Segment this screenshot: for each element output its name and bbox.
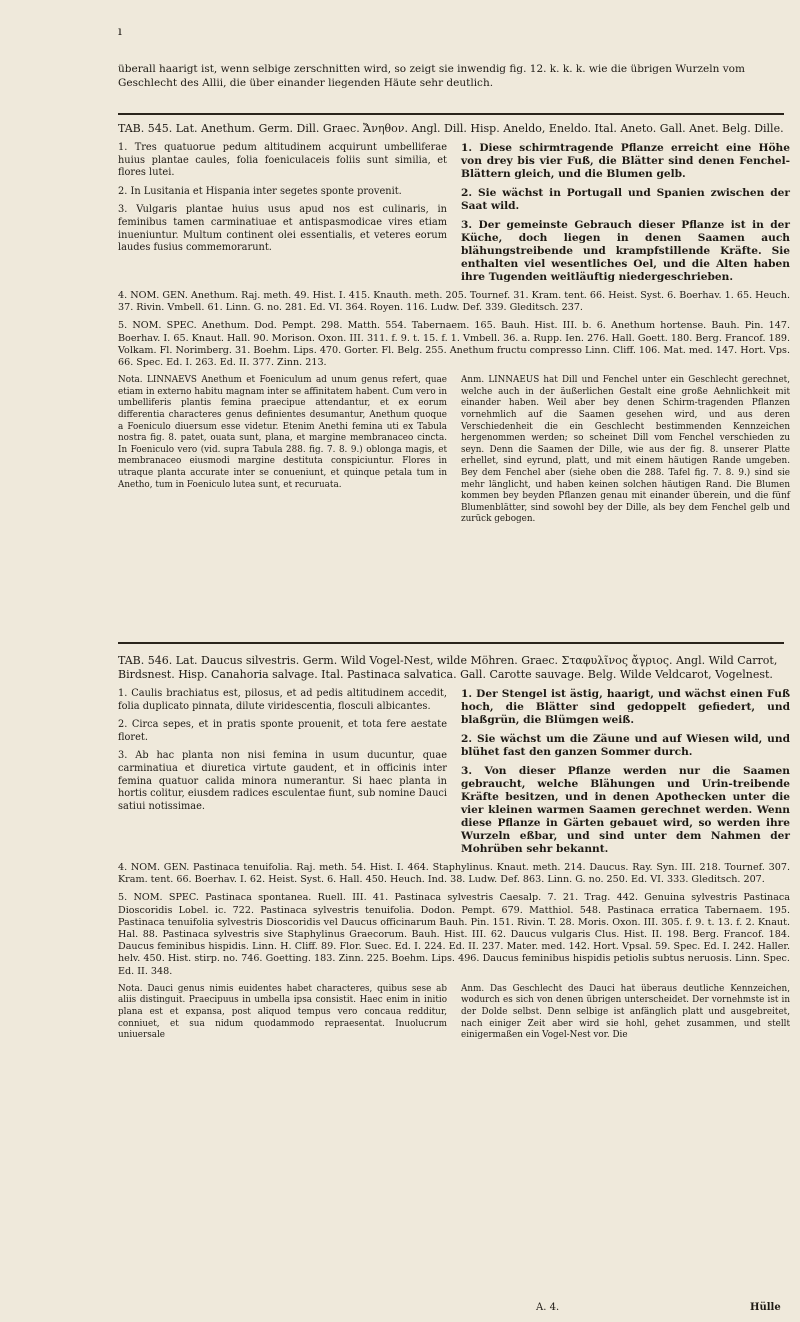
tab-546-ger-2: 2. Sie wächst um die Zäune und auf Wiesen wild, und blühet fast den ganzen Sommer durch. — [461, 733, 790, 758]
tab-546-latin — [118, 688, 447, 862]
divider-middle — [118, 642, 784, 644]
tab-545-ger-3: 3. Der gemeinste Gebrauch dieser Pflanze ist in der Küche, doch liegen in denen Saamen auch blähungstreibende und krampfstillende Kräfte. Sie enthalten viel wesentliches Oel, und die Alten haben ihre Tugenden weitläuftig niedergeschrieben. — [461, 219, 790, 283]
section-tab-546 — [118, 654, 790, 1048]
tab-545-lat-3: 3. Vulgaris plantae huius usus apud nos est culinaris, in feminibus tamen carminatiuae et antispasmodicae vires etiam inueniuntur. Multum continent olei essentialis, et veteres eorum laudes fusius commemorarunt. — [118, 204, 447, 254]
top-note: überall haarigt ist, wenn selbige zerschnitten wird, so zeigt sie inwendig fig. 12. k. k. k. wie die übrigen Wurzeln vom Geschlecht des Allii, die über einander liegenden Häute sehr deutlich. — [118, 63, 745, 89]
tab-546-nom-gen: 4. NOM. GEN. Pastinaca tenuifolia. Raj. meth. 54. Hist. I. 464. Staphylinus. Knaut. meth. 214. Daucus. Ray. Syn. III. 218. Tournef. 307. Kram. tent. 66. Boerhav. I. 62. Heist. Syst. 6. Hall. 450. Heuch. Ind. 38. Ludw. Def. 863. Linn. G. no. 250. Ed. VI. 333. Gleditsch. 207. — [118, 862, 790, 886]
corner-mark: ı — [118, 24, 122, 38]
tab-545-lat-1: 1. Tres quatuorue pedum altitudinem acquirunt umbelliferae huius plantae caules, folia foeniculaceis foliis sunt similia, et flores lutei. — [118, 142, 447, 179]
tab-546-lat-2: 2. Circa sepes, et in pratis sponte prouenit, et tota fere aestate floret. — [118, 719, 447, 743]
tab-546-heading: TAB. 546. Lat. Daucus silvestris. Germ. Wild Vogel-Nest, wilde Möhren. Graec. Σταφυλῖνος ἄγριος. Angl. Wild Carrot, Birdsnest. Hisp. Canahoria salvage. Ital. Pastinaca salvatica. Gall. Carotte sauvage. Belg. Wilde Veldcarot, Vogelnest. — [118, 654, 778, 681]
catchword: Hülle — [750, 1302, 781, 1313]
tab-545-german — [461, 142, 790, 290]
tab-546-lat-3: 3. Ab hac planta non nisi femina in usum ducuntur, quae carminatiua et diuretica virtute gaudent, et in officinis inter femina quatuor calida minora numerantur. Si haec planta in hortis colitur, eiusdem radices esculentae fiunt, sub nomine Dauci satiui notissimae. — [118, 750, 448, 812]
tab-546-nota-latin: Nota. Dauci genus nimis euidentes habet characteres, quibus sese ab aliis distinguit. Praecipuus in umbella ipsa consistit. Haec enim in initio plana est et expansa, post aliquod tempus vero concaua redditur, conniuet, et sua nidum quodammodo repraesentat. Inuolucrum uniuersale — [118, 983, 447, 1041]
tab-546-ger-3: 3. Von dieser Pflanze werden nur die Saamen gebraucht, welche Blähungen und Urin-treibende Kräfte besitzen, und in denen Apothecken unter die vier kleinen warmen Saamen gerechnet werden. Wenn diese Pflanze in Gärten gebauet wird, so werden ihre Wurzeln eßbar, und sind unter dem Nahmen der Mohrüben sehr bekannt. — [461, 765, 790, 855]
tab-546-nom-spec: 5. NOM. SPEC. Pastinaca spontanea. Ruell. III. 41. Pastinaca sylvestris Caesalp. 7. 21. Trag. 442. Genuina sylvestris Pastinaca Dioscoridis Lobel. ic. 722. Pastinaca sylvestris tenuifolia. Dodon. Pempt. 679. Matthiol. 548. Pastinaca erratica Tabernaem. 195. Pastinaca tenuifolia sylvestris Dioscoridis vel Daucus officinarum Bauh. Pin. 151. Rivin. T. 28. Moris. Oxon. III. 305. f. 9. t. 13. f. 2. Knaut. Hal. 88. Pastinaca sylvestris sive Staphylinus Graecorum. Bauh. Hist. III. 62. Daucus vulgaris Clus. Hist. II. 198. Berg. Francof. 184. Daucus feminibus hispidis. Linn. H. Cliff. 89. Flor. Suec. Ed. I. 224. Ed. II. 237. Mater. med. 142. Hort. Vpsal. 59. Spec. Ed. I. 242. Haller. helv. 450. Hist. stirp. no. 746. Goetting. 183. Zinn. 225. Boehm. Lips. 496. Daucus feminibus hispidis petiolis subtus neruosis. Linn. Spec. Ed. II. 348. — [118, 892, 790, 977]
tab-545-ger-2: 2. Sie wächst in Portugall und Spanien zwischen der Saat wild. — [461, 187, 790, 212]
tab-545-nom-gen: 4. NOM. GEN. Anethum. Raj. meth. 49. Hist. I. 415. Knauth. meth. 205. Tournef. 31. Kram. tent. 66. Heist. Syst. 6. Boerhav. 1. 65. Heuch. 37. Rivin. Vmbell. 61. Linn. G. no. 281. Ed. VI. 364. Royen. 116. Ludw. Def. 339. Gleditsch. 237. — [118, 290, 790, 314]
tab-545-ger-1: 1. Diese schirmtragende Pflanze erreicht eine Höhe von drey bis vier Fuß, die Blätter sind denen Fenchel-Blättern gleich, und die Blumen gelb. — [461, 142, 790, 180]
tab-545-latin — [118, 142, 447, 290]
tab-545-lat-2: 2. In Lusitania et Hispania inter segetes sponte provenit. — [118, 185, 402, 197]
tab-545-nota-latin: Nota. LINNAEVS Anethum et Foeniculum ad unum genus refert, quae etiam in externo habitu magnam inter se affinitatem habent. Cum vero in umbelliferis plantis femina praecipue attendantur, et ex eorum differentia characteres genus definientes desumantur, Anethum quoque a Foeniculo diuersum esse videtur. Etenim Anethi femina uti ex Tabula nostra fig. 8. patet, ouata sunt, plana, et margine membranaceo cincta. In Foeniculo vero (vid. supra Tabula 288. fig. 7. 8. 9.) oblonga magis, et membranaceo eiusmodi margine destituta conspiciuntur. Flores in utraque planta accurate inter se conueniunt, et quinque petala tum in Anetho, tum in Foeniculo lutea sunt, et recuruata. — [118, 375, 447, 490]
tab-545-nota-german: Anm. LINNAEUS hat Dill und Fenchel unter ein Geschlecht gerechnet, welche auch in der äußerlichen Gestalt eine große Aehnlichkeit mit einander haben. Weil aber bey denen Schirm-tragenden Pflanzen vornehmlich auf die Saamen gesehen wird, und aus deren Verschiedenheit die ein Geschlecht bestimmenden Kennzeichen hergenommen werden; so scheinet Dill vom Fenchel verschieden zu seyn. Denn die Saamen der Dille, wie aus der fig. 8. unserer Platte erhellet, sind eyrund, platt, und mit einem häutigen Rande umgeben. Bey dem Fenchel aber (siehe oben die 288. Tafel fig. 7. 8. 9.) sind sie mehr länglicht, und haben keinen solchen häutigen Rand. Die Blumen kommen bey beyden Pflanzen genau mit einander überein, und die fünf Blumenblätter, sind sowohl bey der Dille, als bey dem Fenchel gelb und zurück gebogen. — [461, 375, 790, 525]
divider-top — [118, 113, 784, 115]
tab-546-ger-1: 1. Der Stengel ist ästig, haarigt, und wächst einen Fuß hoch, die Blätter sind gedoppelt gefiedert, und blaßgrün, die Blümgen weiß. — [461, 688, 790, 726]
tab-546-lat-1: 1. Caulis brachiatus est, pilosus, et ad pedis altitudinem accedit, folia duplicato pinnata, dilute viridescentia, flosculi albicantes. — [118, 688, 447, 712]
tab-546-german — [461, 688, 790, 862]
tab-545-nom-spec: 5. NOM. SPEC. Anethum. Dod. Pempt. 298. Matth. 554. Tabernaem. 165. Bauh. Hist. III. b. 6. Anethum hortense. Bauh. Pin. 147. Boerhav. I. 65. Knaut. Hall. 90. Morison. Oxon. III. 311. f. 9. t. 15. f. 1. Vmbell. 36. a. Rupp. Ien. 276. Hall. Goett. 180. Berg. Francof. 189. Volkam. Fl. Norimberg. 31. Boehm. Lips. 470. Gorter. Fl. Belg. 255. Anethum fructu compresso Linn. Cliff. 106. Mat. med. 147. Hort. Vps. 66. Spec. Ed. I. 263. Ed. II. 377. Zinn. 213. — [118, 320, 790, 369]
section-tab-545 — [118, 122, 790, 532]
tab-545-heading: TAB. 545. Lat. Anethum. Germ. Dill. Graec. Ἄνηθον. Angl. Dill. Hisp. Aneldo, Eneldo. Ital. Aneto. Gall. Anet. Belg. Dille. — [118, 122, 784, 135]
signature-mark: A. 4. — [536, 1302, 560, 1313]
tab-546-nota-german: Anm. Das Geschlecht des Dauci hat überaus deutliche Kennzeichen, wodurch es sich von denen übrigen unterscheidet. Der vornehmste ist in der Dolde selbst. Denn selbige ist anfänglich platt und ausgebreitet, nach einiger Zeit aber wird sie hohl, gehet zusammen, und stellt einigermaßen ein Vogel-Nest vor. Die — [461, 983, 790, 1041]
